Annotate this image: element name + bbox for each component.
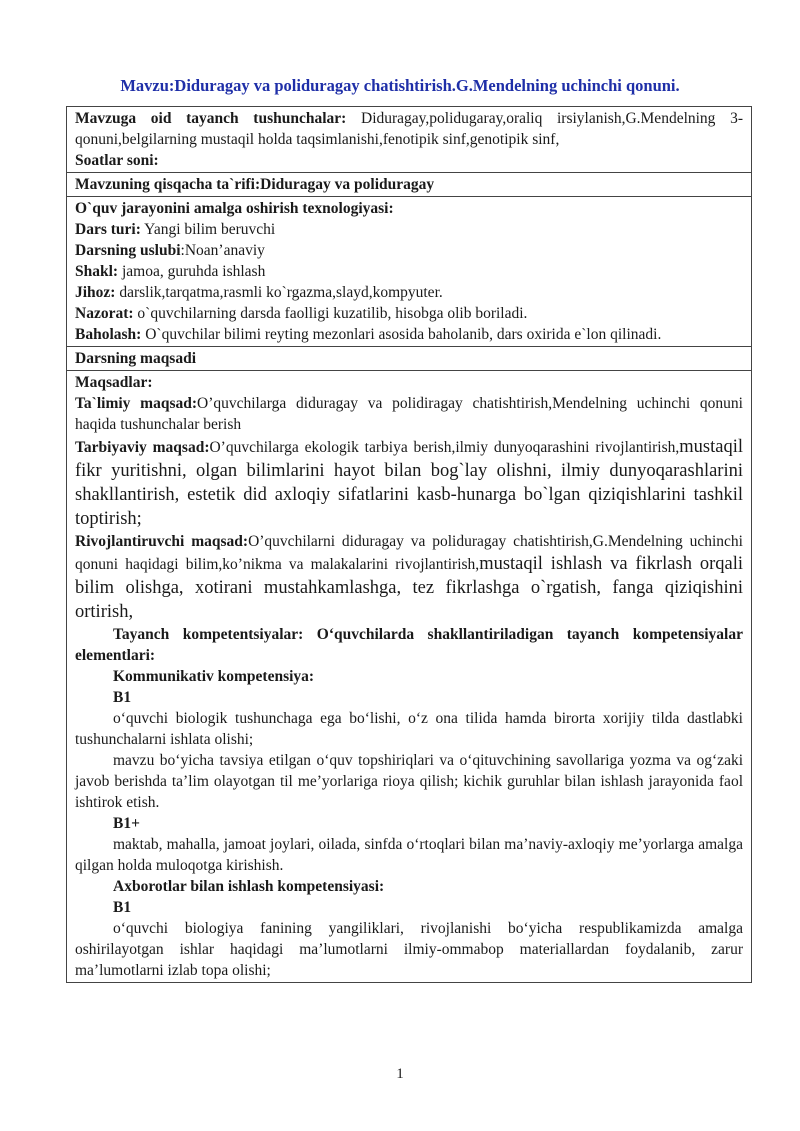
goals-cell <box>67 371 752 983</box>
lesson-plan-table <box>66 106 752 983</box>
goals-heading: Maqsadlar: <box>75 374 153 391</box>
key-concepts-text: Diduragay,polidugaray,oraliq irsiylanish,G.Mendelning 3-qonuni,belgilarning mustaqil holda taqsimlanishi,fenotipik sinf,genotipik sinf, <box>75 110 743 148</box>
core-competencies-heading: Tayanch kompetentsiyalar: O‘quvchilarda shakllantiriladigan tayanch kompetensiyalar elementlari: <box>75 626 743 664</box>
upbringing-goal: Tarbiyaviy maqsad:O’quvchilarga ekologik tarbiya berish,ilmiy dunyoqarashini rivojlantirish,mustaqil fikr yuritishni, olgan bilimlarini hayot bilan bog`lay olishni, ilmiy dunyoqarashlarini shakllantirish, estetik did axloqiy sifatlarini kasb-hunarga bo`lgan qiziqishlarini tashkil toptirish; <box>75 437 743 529</box>
short-description-text: Mavzuning qisqacha ta`rifi:Diduragay va poliduragay <box>75 176 435 193</box>
level-b1-label-2: B1 <box>113 899 132 916</box>
developmental-goal: Rivojlantiruvchi maqsad:O’quvchilarni diduragay va poliduragay chatishtirish,G.Mendelning uchinchi qonuni haqidagi bilim,ko’nikma va malakalarini rivojlantirish,mustaqil ishlash va fikrlash orqali bilim olishga, xotirani mustahkamlashga, tez fikrlashga o`rgatish, fanga qiziqishini ortirish, <box>75 533 743 622</box>
assessment-line: Baholash: O`quvchilar bilimi reyting mezonlari asosida baholanib, dars oxirida e`lon qilinadi. <box>75 326 662 343</box>
communicative-competence-heading: Kommunikativ kompetensiya: <box>113 668 315 685</box>
hours-label: Soatlar soni: <box>75 152 159 169</box>
lesson-method-line: Darsning uslubi:Noan’anaviy <box>75 242 265 259</box>
lesson-type-line: Dars turi: Yangi bilim beruvchi <box>75 221 276 238</box>
communicative-paragraph-3: maktab, mahalla, jamoat joylari, oilada, sinfda o‘rtoqlari bilan ma’naviy-axloqiy me’yorlarga amalga qilgan holda muloqotga kirishish. <box>75 836 743 874</box>
information-paragraph-1: o‘quvchi biologiya fanining yangiliklari, rivojlanishi bo‘yicha respublikamizda amalga oshirilayotgan ishlar haqidagi ma’lumotlarni ilmiy-ommabop materiallardan foydalanib, zarur ma’lumotlarni izlab topa olishi; <box>75 920 743 979</box>
page-number: 1 <box>396 1066 404 1082</box>
equipment-line: Jihoz: darslik,tarqatma,rasmli ko`rgazma,slayd,kompyuter. <box>75 284 443 301</box>
table-row <box>67 371 752 983</box>
document-title: Mavzu:Diduragay va poliduragay chatishtirish.G.Mendelning uchinchi qonuni. <box>120 76 680 95</box>
information-competence-heading: Axborotlar bilan ishlash kompetensiyasi: <box>113 878 385 895</box>
lesson-goal-text: Darsning maqsadi <box>75 350 197 367</box>
form-line: Shakl: jamoa, guruhda ishlash <box>75 263 266 280</box>
communicative-paragraph-1: o‘quvchi biologik tushunchaga ega bo‘lishi, o‘z ona tilida hamda birorta xorijiy tilda dastlabki tushunchalarni ishlata olishi; <box>75 710 743 748</box>
educational-goal: Ta`limiy maqsad:O’quvchilarga diduragay va polidiragay chatishtirish,Mendelning uchinchi qonuni haqida tushunchalar berish <box>75 395 743 433</box>
table-row <box>67 173 752 197</box>
key-concepts-label: Mavzuga oid tayanch tushunchalar: <box>75 110 347 127</box>
level-b1plus-label: B1+ <box>113 815 140 832</box>
technology-heading: O`quv jarayonini amalga oshirish texnologiyasi: <box>75 200 394 217</box>
lesson-goal-cell <box>67 347 752 371</box>
table-row <box>67 347 752 371</box>
key-concepts-paragraph <box>75 108 743 150</box>
technology-cell <box>67 197 752 347</box>
level-b1-label: B1 <box>113 689 132 706</box>
communicative-paragraph-2: mavzu bo‘yicha tavsiya etilgan o‘quv topshiriqlari va o‘qituvchining savollariga yozma va og‘zaki javob berishda ta’lim olayotgan til me’yorlariga rioya qilish; kichik guruhlar bilan ishlash jarayonida faol ishtirok etish. <box>75 752 743 811</box>
short-description-cell <box>67 173 752 197</box>
key-concepts-cell <box>67 107 752 173</box>
table-row <box>67 197 752 347</box>
table-row <box>67 107 752 173</box>
control-line: Nazorat: o`quvchilarning darsda faolligi kuzatilib, hisobga olib boriladi. <box>75 305 528 322</box>
